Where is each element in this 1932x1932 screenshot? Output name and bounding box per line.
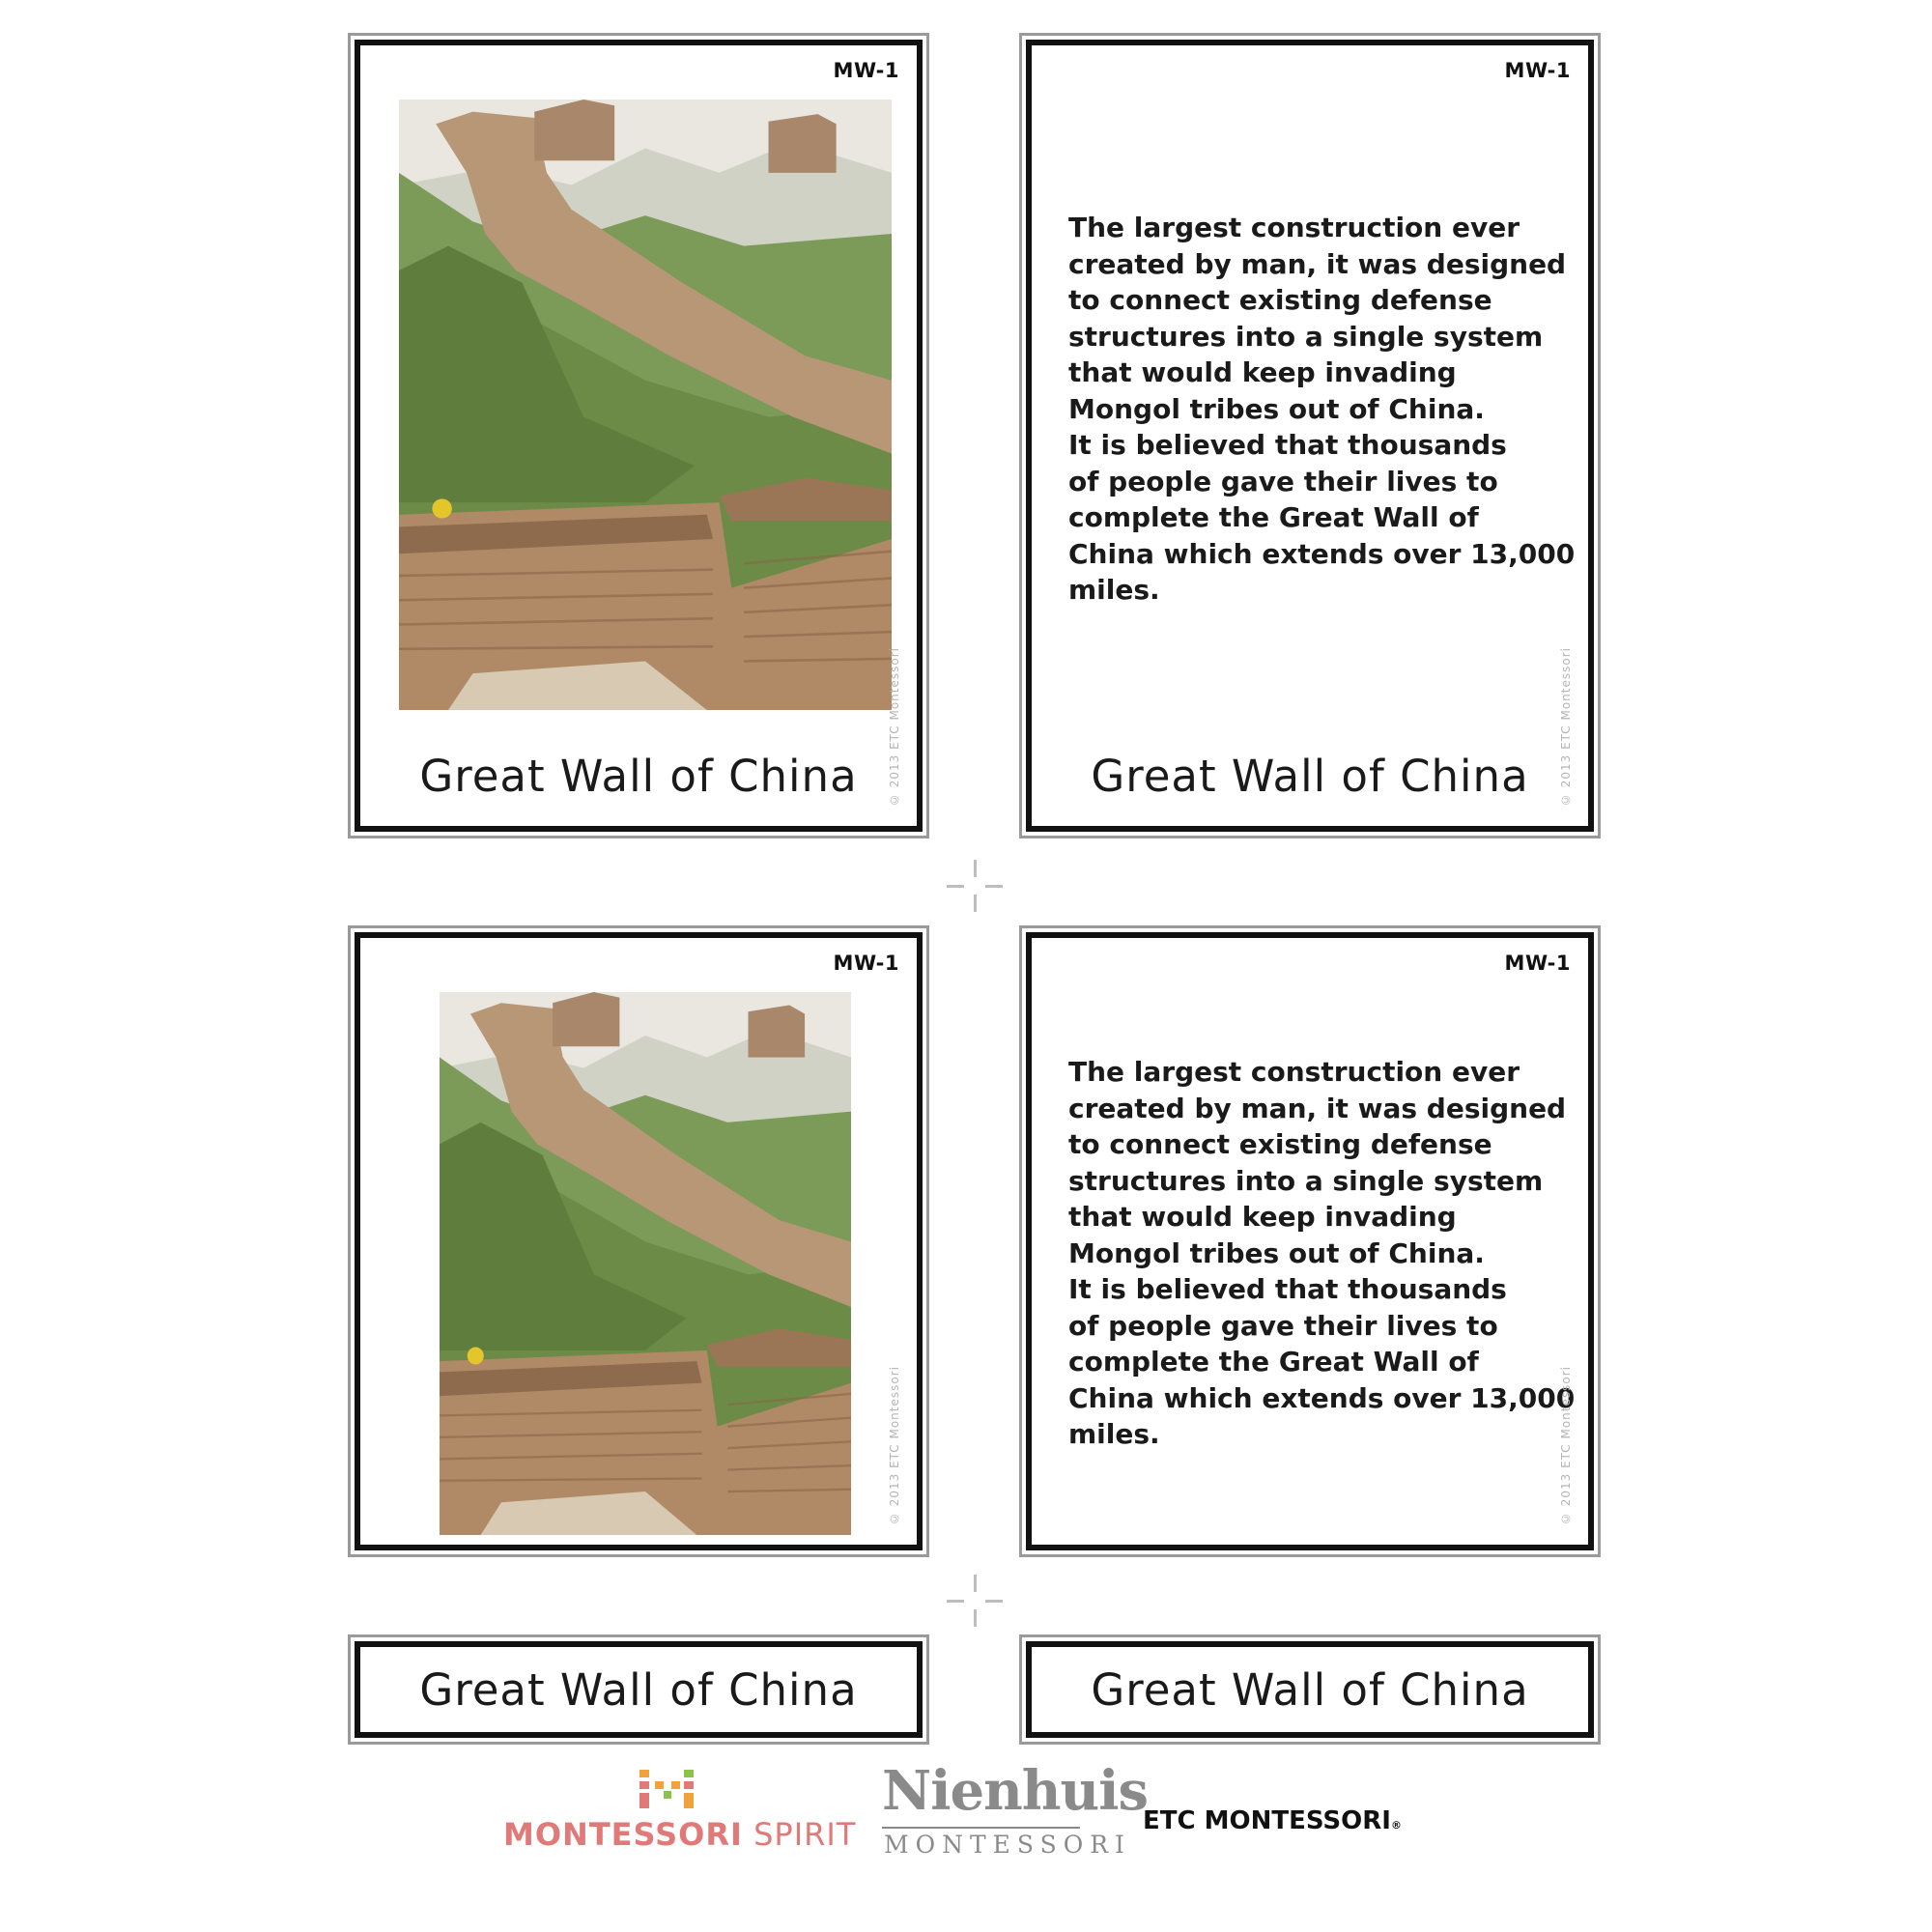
text-card-top: [1019, 33, 1601, 838]
great-wall-photo: [440, 992, 851, 1535]
card-title: Great Wall of China: [1091, 751, 1529, 802]
montessori-spirit-logo: [638, 1768, 696, 1811]
card-code: MW-1: [1504, 952, 1571, 975]
card-title: Great Wall of China: [419, 1664, 858, 1716]
nienhuis-wordmark: Nienhuis: [882, 1759, 1149, 1823]
card-description: The largest construction ever created by man, it was designed to connect existing defense structures into a single system that would keep invading Mongol tribes out of China. It is believed that thousands of people gave their lives to complete the Great Wall of China which extends over 13,000 miles.: [1068, 212, 1576, 606]
great-wall-photo: [399, 99, 892, 710]
card-title: Great Wall of China: [419, 751, 858, 802]
card-title: Great Wall of China: [1091, 1664, 1529, 1716]
card-border: [355, 1641, 923, 1738]
card-border: [355, 40, 923, 832]
label-card-right: [1019, 1634, 1601, 1745]
card-code: MW-1: [833, 952, 899, 975]
text-card-control: [1019, 925, 1601, 1557]
copyright-text: © 2013 ETC Montessori: [888, 1365, 901, 1525]
picture-card-top: [348, 33, 929, 838]
card-border: [1026, 1641, 1594, 1738]
card-code: MW-1: [1504, 59, 1571, 82]
copyright-text: © 2013 ETC Montessori: [1559, 646, 1573, 807]
card-code: MW-1: [833, 59, 899, 82]
card-border: [1026, 932, 1594, 1550]
card-border: [355, 932, 923, 1550]
nienhuis-divider: [882, 1827, 1080, 1829]
copyright-text: © 2013 ETC Montessori: [1559, 1365, 1573, 1525]
picture-card-control: [348, 925, 929, 1557]
montessori-spirit-wordmark: MONTESSORI SPIRIT: [503, 1816, 857, 1853]
label-card-left: [348, 1634, 929, 1745]
etc-montessori-wordmark: ETC MONTESSORI®: [1143, 1806, 1402, 1835]
nienhuis-subtitle: MONTESSORI: [884, 1831, 1131, 1859]
card-description: The largest construction ever created by man, it was designed to connect existing defense structures into a single system that would keep invading Mongol tribes out of China. It is believed that thousands of people gave their lives to complete the Great Wall of China which extends over 13,000 miles.: [1068, 1056, 1576, 1450]
crop-mark: [947, 860, 1005, 914]
copyright-text: © 2013 ETC Montessori: [888, 646, 901, 807]
crop-mark: [947, 1575, 1005, 1629]
card-border: [1026, 40, 1594, 832]
